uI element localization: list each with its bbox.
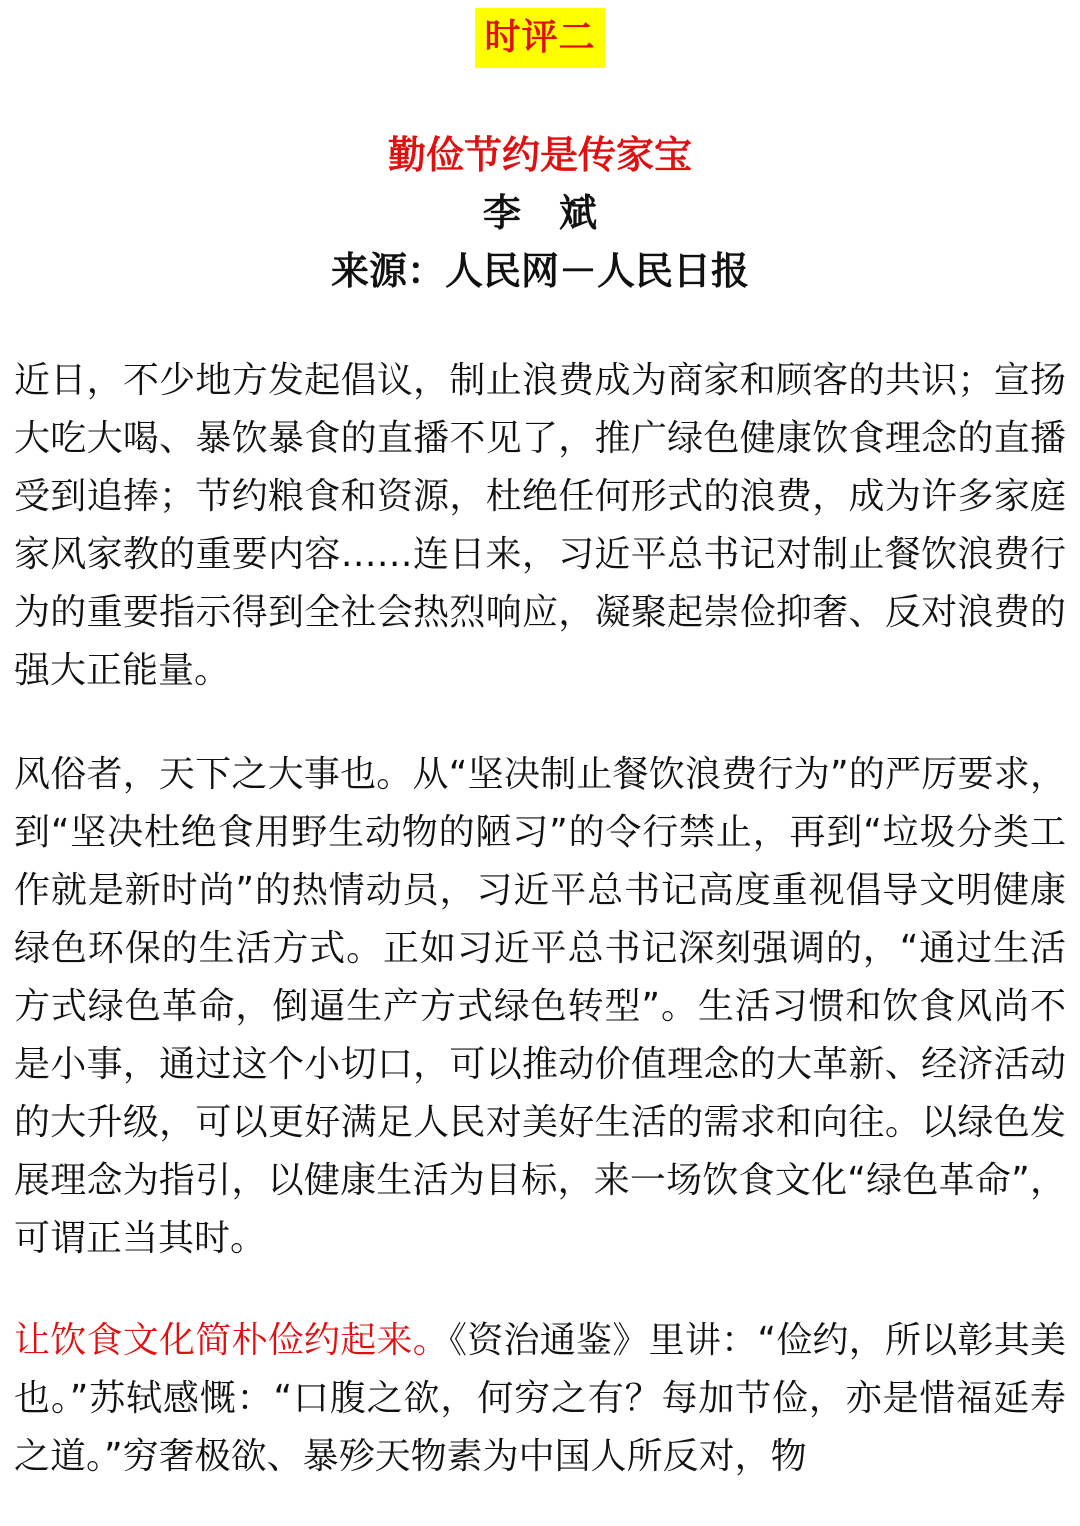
article-title: 勤俭节约是传家宝	[387, 133, 692, 177]
article-author: 李 斌	[482, 191, 597, 235]
paragraph-2-text: 风俗者，天下之大事也。从“坚决制止餐饮浪费行为”的严厉要求，到“坚决杜绝食用野生动物的陋习”的令行禁止，再到“垃圾分类工作就是新时尚”的热情动员，习近平总书记高度重视倡导文明健康绿色环保的生活方式。正如习近平总书记深刻强调的，“通过生活方式绿色革命，倒逼生产方式绿色转型”。生活习惯和饮食风尚不是小事，通过这个小切口，可以推动价值理念的大革新、经济活动的大升级，可以更好满足人民对美好生活的需求和向往。以绿色发展理念为指引，以健康生活为目标，来一场饮食文化“绿色革命”，可谓正当其时。	[14, 754, 1066, 1259]
paragraph-3-text: 《资治通鉴》里讲：“俭约，所以彰其美也。”苏轼感慨：“口腹之欲，何穷之有？每加节俭，亦是惜福延寿之道。”穷奢极欲、暴殄天物素为中国人所反对，物	[14, 1320, 1066, 1477]
paragraph-3	[14, 1312, 1066, 1486]
article-source: 来源：人民网－人民日报	[330, 249, 749, 293]
paragraph-2	[14, 746, 1066, 1268]
paragraph-1-text: 近日，不少地方发起倡议，制止浪费成为商家和顾客的共识；宣扬大吃大喝、暴饮暴食的直播不见了，推广绿色健康饮食理念的直播受到追捧；节约粮食和资源，杜绝任何形式的浪费，成为许多家庭家风家教的重要内容……连日来，习近平总书记对制止餐饮浪费行为的重要指示得到全社会热烈响应，凝聚起崇俭抑奢、反对浪费的强大正能量。	[14, 360, 1066, 691]
paragraph-3-lead: 让饮食文化简朴俭约起来。	[14, 1320, 450, 1361]
paragraph-1	[14, 352, 1066, 700]
section-tag: 时评二	[475, 8, 605, 68]
